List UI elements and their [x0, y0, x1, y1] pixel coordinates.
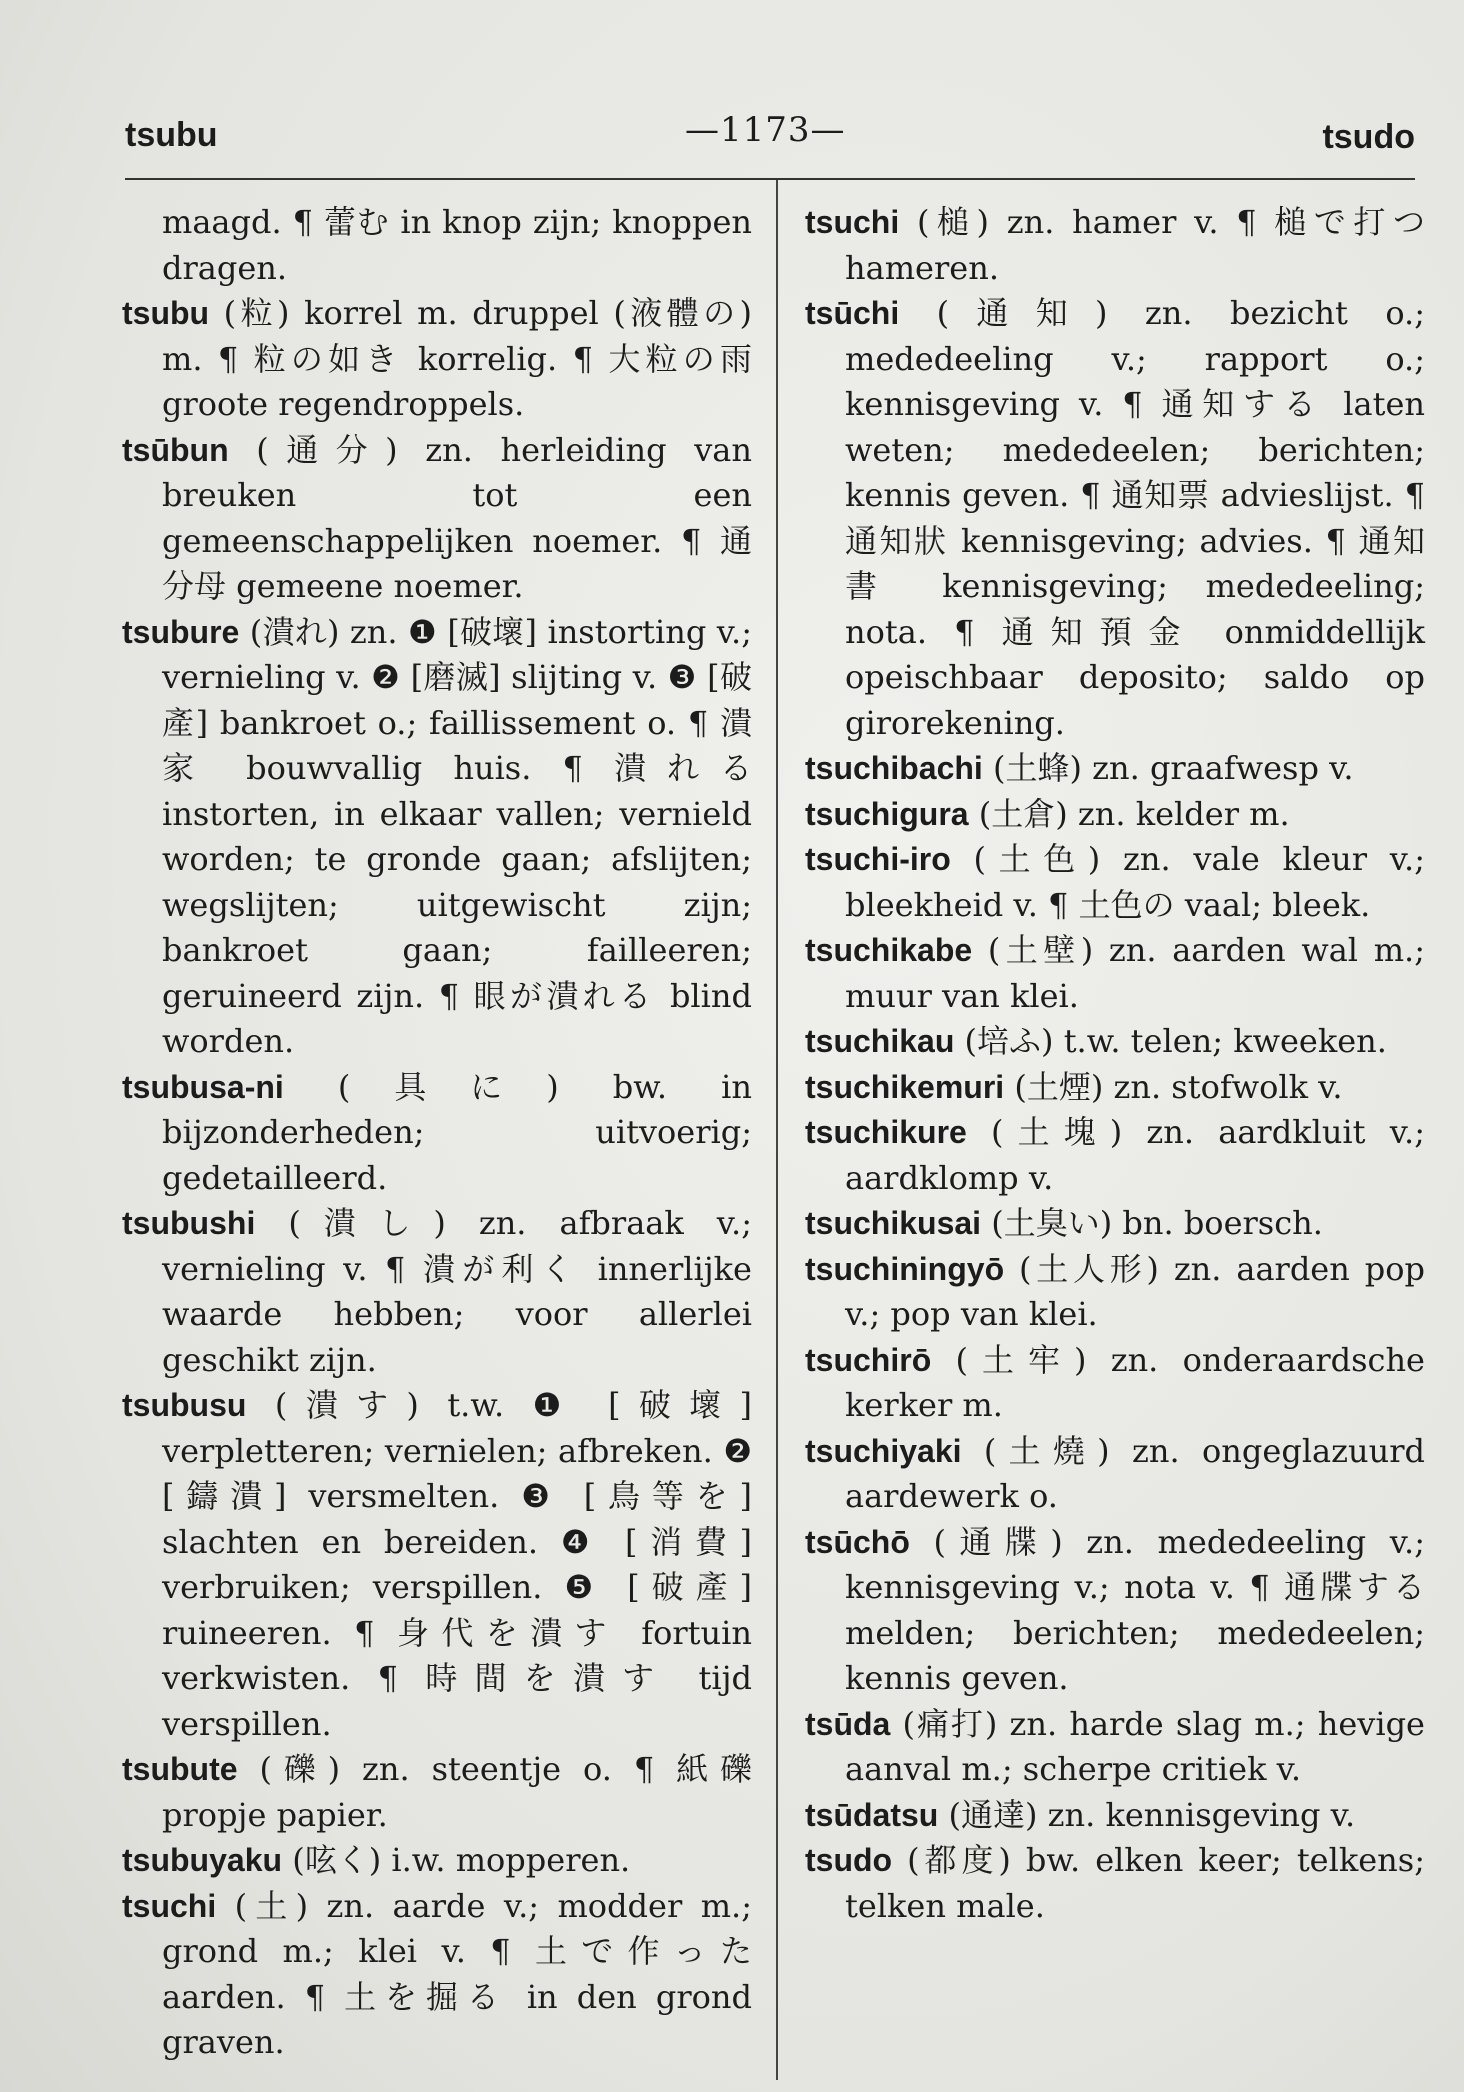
dictionary-entry [122, 200, 752, 291]
header-rule [125, 178, 1415, 180]
entry-headword: tsubuyaku [122, 1842, 283, 1878]
dictionary-entry [805, 1247, 1425, 1338]
entry-headword: tsuchikure [805, 1114, 967, 1150]
entry-body: (土塊) zn. aardkluit v.; aardklomp v. [845, 1113, 1425, 1197]
entry-body: (土蜂) zn. graafwesp v. [982, 749, 1354, 787]
entry-body: (通牒) zn. mededeeling v.; kennisgeving v.; nota v. ¶ 通牒する melden; berichten; mededeelen; kennis geven. [845, 1522, 1425, 1697]
column-divider [776, 180, 778, 2080]
entry-body: (通分) zn. herleiding van breuken tot een gemeenschappelijken noemer. ¶ 通分母 gemeene noemer. [162, 430, 752, 605]
entry-headword: tsubusa-ni [122, 1068, 284, 1105]
left-column [122, 200, 752, 2066]
entry-body: (土壁) zn. aarden wal m.; muur van klei. [845, 931, 1425, 1015]
dictionary-entry [805, 1201, 1425, 1247]
entry-body: (具に) bw. in bijzonderheden; uitvoerig; gedetailleerd. [162, 1067, 752, 1197]
dictionary-entry [805, 1838, 1425, 1929]
page-header [125, 108, 1415, 158]
dictionary-entry [805, 1019, 1425, 1065]
dictionary-entry [122, 1838, 752, 1884]
entry-headword: tsūda [805, 1705, 891, 1742]
entry-body: (土倉) zn. kelder m. [968, 794, 1290, 833]
entry-headword: tsūchi [805, 295, 900, 331]
entry-body: (土煙) zn. stofwolk v. [1004, 1067, 1343, 1106]
dictionary-entry [122, 1383, 752, 1747]
dictionary-entry [805, 792, 1425, 838]
dictionary-entry [805, 1429, 1425, 1520]
entry-body: (通達) zn. kennisgeving v. [938, 1795, 1356, 1834]
dictionary-entry [805, 1065, 1425, 1111]
dictionary-entry [122, 291, 752, 428]
entry-body: (粒) korrel m. druppel (液體の) m. ¶ 粒の如き korrelig. ¶ 大粒の雨 groote regendroppels. [162, 294, 752, 423]
entry-body: (土燒) zn. ongeglazuurd aardewerk o. [845, 1431, 1425, 1515]
dictionary-entry [122, 1884, 752, 2066]
entry-body: (呟く) i.w. mopperen. [282, 1841, 631, 1879]
entry-headword: tsuchiningyō [805, 1250, 1005, 1287]
entry-headword: tsubushi [122, 1205, 256, 1241]
dictionary-entry [122, 1201, 752, 1383]
entry-headword: tsuchikabe [805, 932, 973, 968]
entry-headword: tsuchikau [805, 1023, 955, 1059]
entry-body: (土色) zn. vale kleur v.; bleekheid v. ¶ 土色の vaal; bleek. [845, 840, 1425, 924]
dictionary-entry [805, 746, 1425, 792]
entry-body: (培ふ) t.w. telen; kweeken. [954, 1022, 1387, 1060]
entry-headword: tsuchibachi [805, 750, 983, 786]
entry-headword: tsubute [122, 1751, 238, 1787]
dictionary-entry [805, 1338, 1425, 1429]
entry-headword: tsuchiyaki [805, 1432, 962, 1469]
entry-body: (通知) zn. bezicht o.; mededeeling v.; rapport o.; kennisgeving v. ¶ 通知する laten weten; mededeelen; berichten; kennis geven. ¶ 通知票 advieslijst. ¶ 通知狀 kennisgeving; advies. ¶ 通知書 kennisgeving; mededeeling; nota. ¶ 通知預金 onmiddellijk opeischbaar deposito; saldo op girorekening. [845, 294, 1425, 742]
dictionary-entry [122, 428, 752, 610]
dictionary-entry [805, 291, 1425, 746]
entry-body: (潰し) zn. afbraak v.; vernieling v. ¶ 潰が利く innerlijke waarde hebben; voor allerlei geschikt zijn. [162, 1204, 752, 1379]
entry-headword: tsuchi [122, 1887, 217, 1924]
dictionary-entry [805, 1702, 1425, 1793]
entry-body: (土) zn. aarde v.; modder m.; grond m.; klei v. ¶ 土で作った aarden. ¶ 土を掘る in den grond graven. [162, 1886, 752, 2061]
entry-body: (都度) bw. elken keer; telkens; telken male. [845, 1841, 1425, 1925]
entry-body: maagd. ¶ 蕾む in knop zijn; knoppen dragen. [162, 203, 752, 287]
entry-headword: tsubure [122, 613, 240, 650]
dictionary-entry [122, 610, 752, 1065]
entry-headword: tsuchi-iro [805, 841, 951, 877]
dictionary-entry [805, 1110, 1425, 1201]
entry-headword: tsuchi [805, 204, 900, 240]
dictionary-entry [805, 837, 1425, 928]
entry-body: (槌) zn. hamer v. ¶ 槌で打つ hameren. [845, 203, 1425, 287]
right-column [805, 200, 1425, 1929]
entry-body: (潰す) t.w. ❶ [破壞] verpletteren; vernielen; afbreken. ❷ [鑄潰] versmelten. ❸ [鳥等を] slachten en bereiden. ❹ [消費] verbruiken; verspillen. ❺ [破產] ruineeren. ¶ 身代を潰す fortuin verkwisten. ¶ 時間を潰す tijd verspillen. [162, 1386, 752, 1743]
entry-headword: tsubu [122, 295, 210, 331]
entry-headword: tsuchigura [805, 795, 969, 832]
dictionary-entry [805, 200, 1425, 291]
entry-body: (礫) zn. steentje o. ¶ 紙礫 propje papier. [162, 1750, 752, 1834]
entry-headword: tsuchirō [805, 1341, 932, 1378]
entry-body: (土人形) zn. aarden pop v.; pop van klei. [845, 1249, 1425, 1333]
entry-headword: tsūbun [122, 431, 229, 468]
entry-headword: tsūdatsu [805, 1796, 939, 1833]
entry-headword: tsuchikemuri [805, 1068, 1005, 1105]
dictionary-entry [805, 928, 1425, 1019]
dictionary-entry [805, 1520, 1425, 1702]
entry-headword: tsudo [805, 1842, 893, 1878]
dictionary-entry [122, 1747, 752, 1838]
entry-headword: tsūchō [805, 1523, 910, 1560]
entry-headword: tsuchikusai [805, 1205, 982, 1241]
entry-body: (土臭い) bn. boersch. [981, 1204, 1323, 1242]
left-guide-word: tsubu [125, 116, 218, 154]
page-number: —1173— [685, 110, 846, 150]
right-guide-word: tsudo [1322, 118, 1415, 156]
entry-body: (土牢) zn. onderaardsche kerker m. [845, 1340, 1425, 1424]
entry-body: (潰れ) zn. ❶ [破壞] instorting v.; vernieling v. ❷ [磨滅] slijting v. ❸ [破產] bankroet o.; faillissement o. ¶ 潰家 bouwvallig huis. ¶ 潰れる instorten, in elkaar vallen; vernield worden; te gronde gaan; afslijten; wegslijten; uitgewischt zijn; bankroet gaan; failleeren; geruineerd zijn. ¶ 眼が潰れる blind worden. [162, 612, 752, 1060]
entry-body: (痛打) zn. harde slag m.; hevige aanval m.; scherpe critiek v. [845, 1704, 1425, 1788]
entry-headword: tsubusu [122, 1387, 247, 1423]
dictionary-entry [805, 1793, 1425, 1839]
dictionary-entry [122, 1065, 752, 1202]
